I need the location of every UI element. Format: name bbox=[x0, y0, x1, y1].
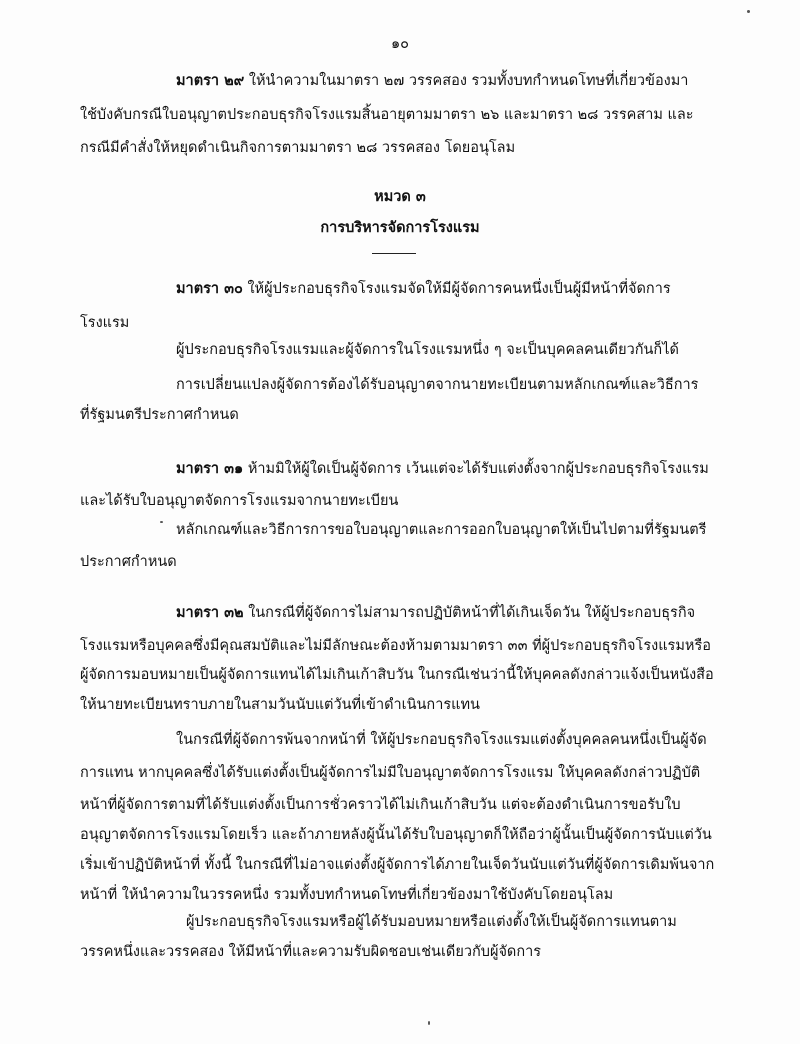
section-30-line-5: ที่รัฐมนตรีประกาศกำหนด bbox=[80, 407, 239, 423]
section-32-line-8: อนุญาตจัดการโรงแรมโดยเร็ว และถ้าภายหลังผู้นั้นได้รับใบอนุญาตก็ให้ถือว่าผู้นั้นเป็นผู้จัดการนับแต่วัน bbox=[80, 827, 712, 843]
chapter-divider bbox=[372, 253, 416, 254]
section-29-line-3: กรณีมีคำสั่งให้หยุดดำเนินกิจการตามมาตรา ๒๘ วรรคสอง โดยอนุโลม bbox=[80, 140, 516, 156]
chapter-number: หมวด ๓ bbox=[374, 188, 426, 205]
page-number: ๑๐ bbox=[390, 36, 410, 52]
section-32-line-9: เริ่มเข้าปฏิบัติหน้าที่ ทั้งนี้ ในกรณีที่ไม่อาจแต่งตั้งผู้จัดการได้ภายในเจ็ดวันนับแต่วันที่ผู้จัดการเดิมพ้นจาก bbox=[80, 857, 715, 873]
section-30-label: มาตรา ๓๐ bbox=[176, 280, 243, 297]
section-30-line-1: ให้ผู้ประกอบธุรกิจโรงแรมจัดให้มีผู้จัดการคนหนึ่งเป็นผู้มีหน้าที่จัดการ bbox=[247, 281, 671, 297]
section-31-line-4: ประกาศกำหนด bbox=[80, 554, 177, 570]
section-29-line-2: ใช้บังคับกรณีใบอนุญาตประกอบธุรกิจโรงแรมสิ้นอายุตามมาตรา ๒๖ และมาตรา ๒๘ วรรคสาม และ bbox=[80, 107, 694, 123]
scan-speck bbox=[160, 521, 163, 523]
section-32-line-2: โรงแรมหรือบุคคลซึ่งมีคุณสมบัติและไม่มีลักษณะต้องห้ามตามมาตรา ๓๓ ที่ผู้ประกอบธุรกิจโรงแรมหรือ bbox=[80, 638, 711, 654]
section-32-line-3: ผู้จัดการมอบหมายเป็นผู้จัดการแทนได้ไม่เกินเก้าสิบวัน ในกรณีเช่นว่านี้ให้บุคคลดังกล่าวแจ้งเป็นหนังสือ bbox=[80, 667, 714, 683]
section-32-line-10: หน้าที่ ให้นำความในวรรคหนึ่ง รวมทั้งบทกำหนดโทษที่เกี่ยวข้องมาใช้บังคับโดยอนุโลม bbox=[80, 887, 614, 903]
section-32-line-7: หน้าที่ผู้จัดการตามที่ได้รับแต่งตั้งเป็นการชั่วคราวได้ไม่เกินเก้าสิบวัน แต่จะต้องดำเนินการขอรับใบ bbox=[80, 797, 681, 813]
section-32-line-11: ผู้ประกอบธุรกิจโรงแรมหรือผู้ได้รับมอบหมายหรือแต่งตั้งให้เป็นผู้จัดการแทนตาม bbox=[186, 914, 677, 930]
section-30-line-4: การเปลี่ยนแปลงผู้จัดการต้องได้รับอนุญาตจากนายทะเบียนตามหลักเกณฑ์และวิธีการ bbox=[176, 377, 699, 393]
section-32-line-6: การแทน หากบุคคลซึ่งได้รับแต่งตั้งเป็นผู้จัดการไม่มีใบอนุญาตจัดการโรงแรม ให้บุคคลดังกล่าวปฏิบัติ bbox=[80, 765, 701, 781]
section-31-label: มาตรา ๓๑ bbox=[176, 460, 244, 477]
section-30-first-line bbox=[176, 279, 671, 299]
section-32-line-4: ให้นายทะเบียนทราบภายในสามวันนับแต่วันที่เข้าดำเนินการแทน bbox=[80, 697, 480, 713]
section-31-line-1: ห้ามมิให้ผู้ใดเป็นผู้จัดการ เว้นแต่จะได้รับแต่งตั้งจากผู้ประกอบธุรกิจโรงแรม bbox=[247, 461, 709, 477]
section-32-first-line bbox=[176, 603, 695, 623]
section-32-label: มาตรา ๓๒ bbox=[176, 604, 244, 621]
section-30-line-2: โรงแรม bbox=[80, 315, 130, 331]
section-31-line-2: และได้รับใบอนุญาตจัดการโรงแรมจากนายทะเบียน bbox=[80, 493, 399, 509]
section-32-line-12: วรรคหนึ่งและวรรคสอง ให้มีหน้าที่และความรับผิดชอบเช่นเดียวกับผู้จัดการ bbox=[80, 944, 542, 960]
section-29-first-line bbox=[176, 71, 688, 91]
section-30-line-3: ผู้ประกอบธุรกิจโรงแรมและผู้จัดการในโรงแรมหนึ่ง ๆ จะเป็นบุคคลคนเดียวกันก็ได้ bbox=[176, 342, 679, 358]
section-31-line-3: หลักเกณฑ์และวิธีการการขอใบอนุญาตและการออกใบอนุญาตให้เป็นไปตามที่รัฐมนตรี bbox=[176, 522, 707, 538]
section-29-label: มาตรา ๒๙ bbox=[176, 72, 245, 89]
chapter-title: การบริหารจัดการโรงแรม bbox=[320, 219, 480, 236]
section-32-line-1: ในกรณีที่ผู้จัดการไม่สามารถปฏิบัติหน้าที่ได้เกินเจ็ดวัน ให้ผู้ประกอบธุรกิจ bbox=[248, 605, 696, 621]
section-29-line-1: ให้นำความในมาตรา ๒๗ วรรคสอง รวมทั้งบทกำหนดโทษที่เกี่ยวข้องมา bbox=[248, 73, 689, 89]
section-32-line-5: ในกรณีที่ผู้จัดการพ้นจากหน้าที่ ให้ผู้ประกอบธุรกิจโรงแรมแต่งตั้งบุคคลคนหนึ่งเป็นผู้จัด bbox=[176, 732, 707, 748]
scan-speck bbox=[747, 10, 750, 13]
section-31-first-line bbox=[176, 459, 709, 479]
scan-speck bbox=[428, 1021, 430, 1025]
